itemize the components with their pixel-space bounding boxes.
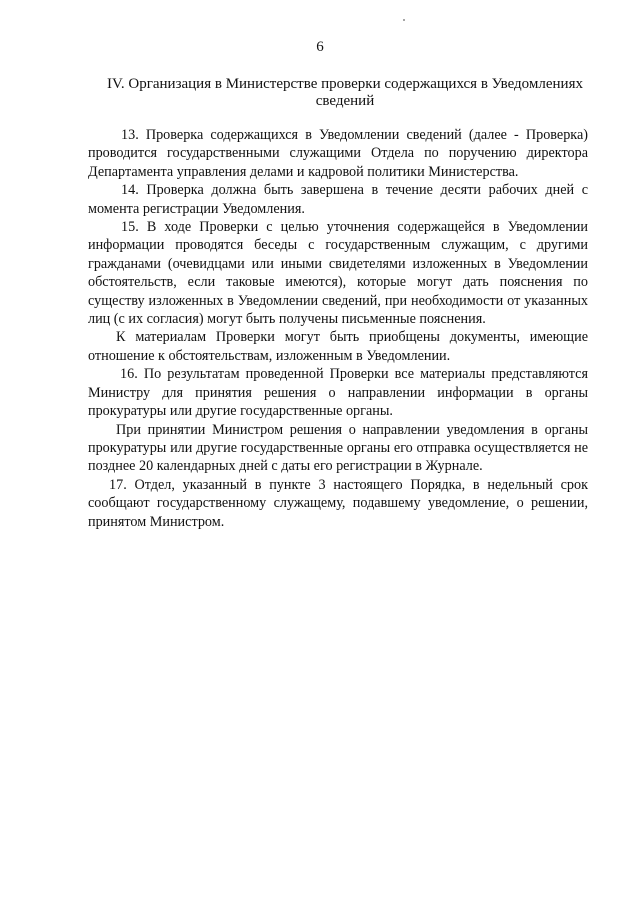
paragraph-13: 13. Проверка содержащихся в Уведомлении сведений (далее - Проверка) проводится государственными служащими Отдела по поручению директора Департамента управления делами и кадровой политики Министерства.: [88, 127, 588, 180]
paragraph-decision: При принятии Министром решения о направлении уведомления в органы прокуратуры или другие государственные органы его отправка осуществляется не позднее 20 календарных дней с даты его регистрации в Журнале.: [88, 421, 588, 475]
paragraph-17: 17. Отдел, указанный в пункте 3 настоящего Порядка, в недельный срок сообщают государственному служащему, подавшему уведомление, о решении, принятом Министром.: [88, 476, 588, 530]
section-title: IV. Организация в Министерстве проверки содержащихся в Уведомлениях сведений: [106, 76, 583, 109]
paragraph-15: 15. В ходе Проверки с целью уточнения содержащейся в Уведомлении информации проводятся беседы с государственным служащим, с другими гражданами (очевидцами или иными свидетелями изложенных в Уведомлении обстоятельств, если таковые имеются), которые могут дать пояснения по существу изложенных в Уведомлении сведений, при необходимости от указанных лиц (с их согласия) могут быть получены письменные пояснения.: [88, 219, 588, 328]
paragraph-16: 16. По результатам проведенной Проверки все материалы представляются Министру для принятия решения о направлении информации в органы прокуратуры или другие государственные органы.: [88, 366, 588, 420]
paragraph-14: 14. Проверка должна быть завершена в течение десяти рабочих дней с момента регистрации Уведомления.: [88, 182, 588, 217]
scan-artifact: [403, 19, 405, 21]
page-number: 6: [316, 39, 324, 55]
paragraph-materials: К материалам Проверки могут быть приобщены документы, имеющие отношение к обстоятельствам, изложенным в Уведомлении.: [88, 329, 588, 364]
document-body: [88, 126, 588, 531]
